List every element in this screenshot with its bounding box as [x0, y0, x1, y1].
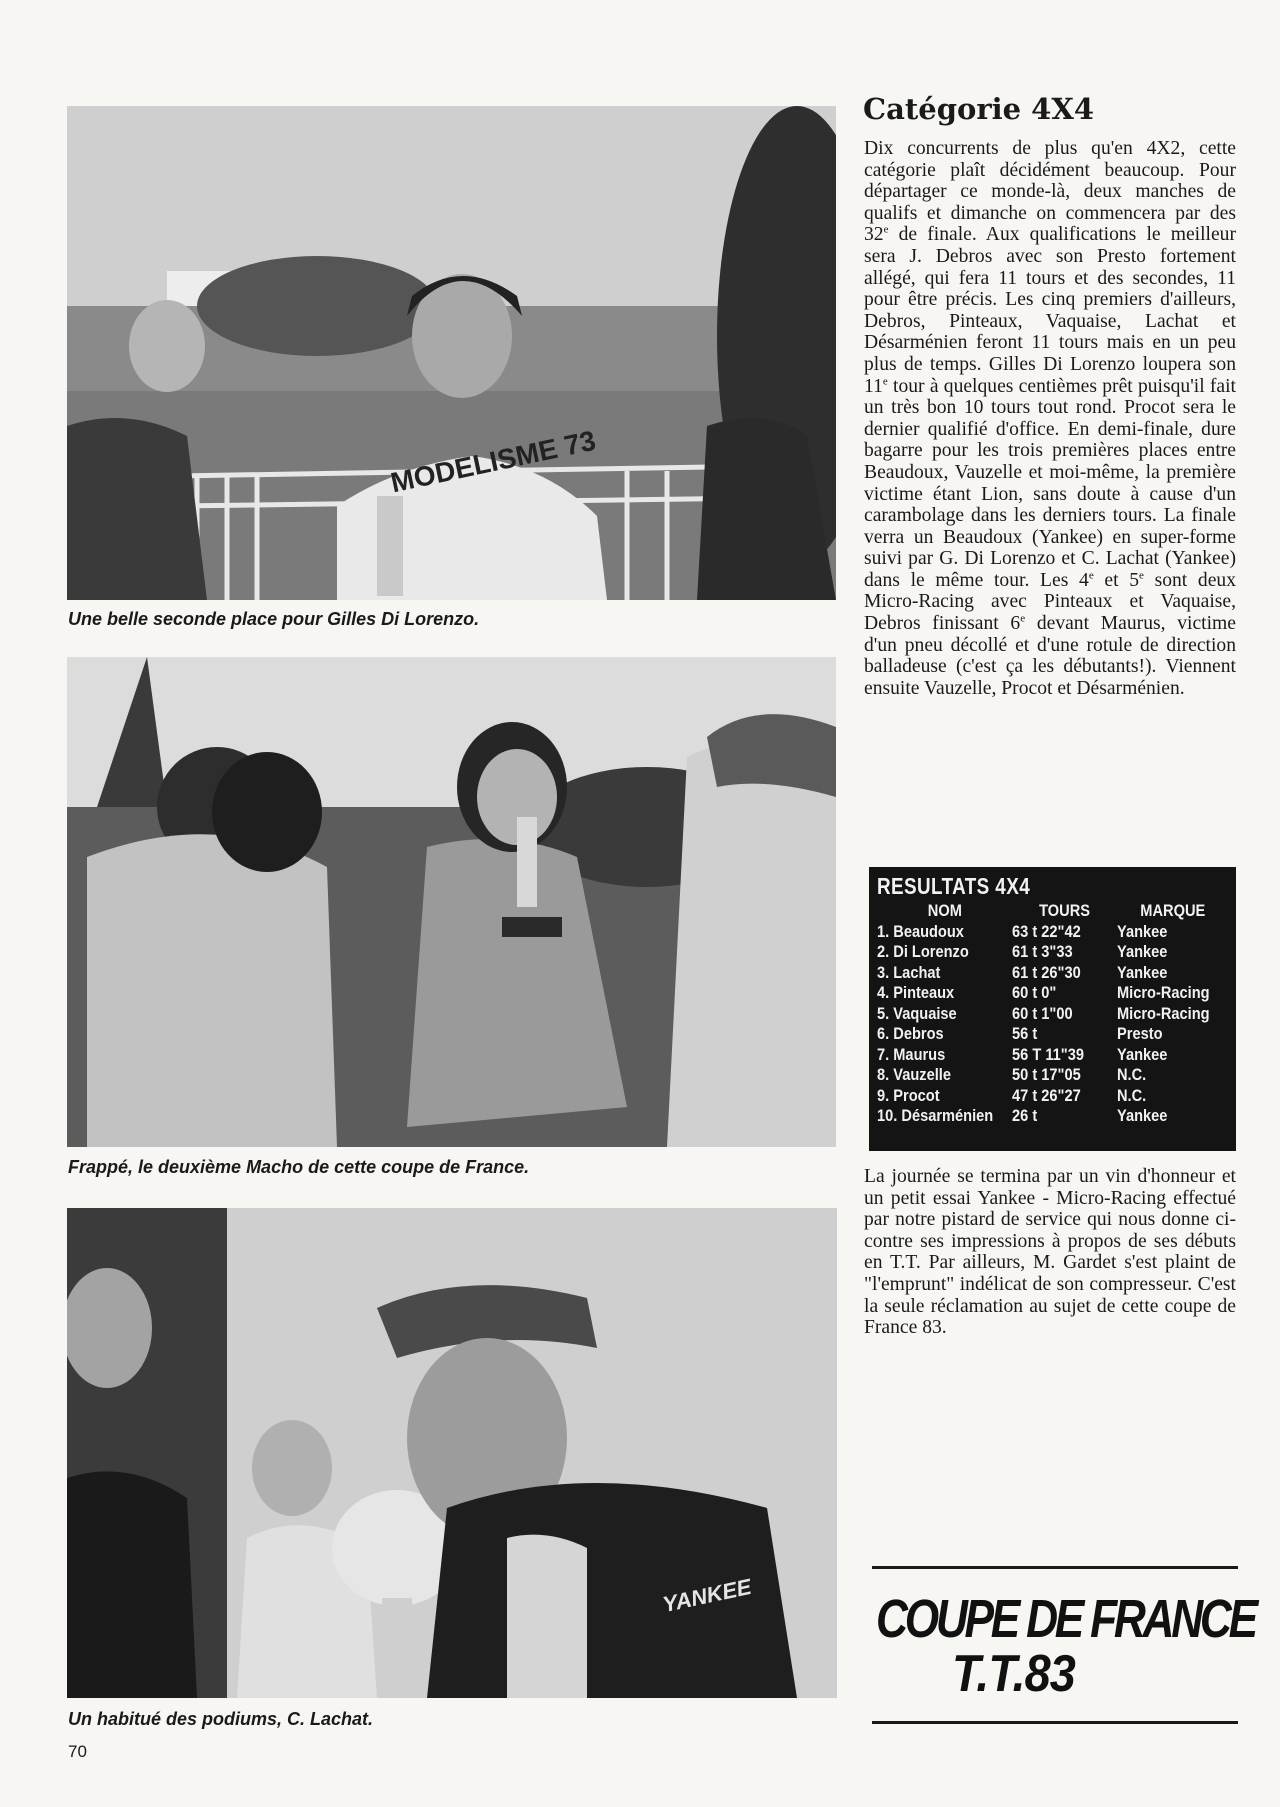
photo-caption: Une belle seconde place pour Gilles Di Lorenzo.	[68, 609, 480, 629]
cell-name: 5. Vaquaise	[877, 1003, 957, 1023]
cell-brand: Yankee	[1116, 1106, 1168, 1125]
cell-name: 3. Lachat	[877, 962, 941, 982]
photo-trophy-second-place	[67, 106, 836, 600]
jacket-lettering: YANKEE	[660, 1573, 754, 1618]
table-row	[877, 1086, 1228, 1107]
section-title: Catégorie 4X4	[863, 92, 1095, 126]
cell-tours: 61 t 26"30	[1012, 962, 1081, 982]
cell-name: 1. Beaudoux	[877, 921, 964, 941]
cell-name: 7. Maurus	[877, 1044, 946, 1064]
table-row	[877, 922, 1228, 943]
cell-tours: 60 t 1"00	[1012, 1003, 1073, 1023]
cell-tours: 56 T 11"39	[1012, 1044, 1085, 1064]
column-header-marque: MARQUE	[1139, 901, 1205, 920]
results-table-box	[869, 867, 1236, 1151]
closing-paragraph: La journée se termina par un vin d'honneur et un petit essai Yankee - Micro-Racing effectué par notre pistard de service qui nous donne ci-contre ses impressions à propos de ses débuts en T.T. Par ailleurs, M. Gardet s'est plaint de "l'emprunt" indélicat de son compresseur. C'est la seule réclamation au sujet de cette coupe de France 83.	[864, 1166, 1236, 1339]
cell-brand: Yankee	[1116, 962, 1168, 982]
cell-brand: Yankee	[1116, 942, 1168, 961]
cell-tours: 56 t	[1012, 1024, 1038, 1043]
cell-tours: 60 t 0"	[1012, 983, 1057, 1002]
cell-name: 4. Pinteaux	[877, 983, 955, 1002]
sweater-lettering: MODELISME 73	[387, 424, 599, 499]
table-row	[877, 942, 1228, 963]
cell-brand: Yankee	[1116, 1044, 1168, 1064]
masthead-bottom-rule	[872, 1721, 1238, 1724]
cell-brand: Yankee	[1116, 921, 1168, 941]
cell-name: 2. Di Lorenzo	[877, 942, 969, 961]
cell-tours: 26 t	[1012, 1106, 1038, 1125]
masthead-top-rule	[872, 1566, 1238, 1569]
table-row	[877, 1024, 1228, 1045]
table-row	[877, 1106, 1228, 1127]
results-title: RESULTATS 4X4	[877, 873, 1031, 899]
cell-brand: N.C.	[1116, 1065, 1147, 1084]
masthead-logo	[872, 1566, 1255, 1726]
photo-caption: Frappé, le deuxième Macho de cette coupe de France.	[68, 1157, 530, 1177]
cell-tours: 63 t 22"42	[1012, 921, 1081, 941]
cell-tours: 61 t 3"33	[1012, 942, 1073, 961]
table-row	[877, 1065, 1228, 1086]
cell-brand: N.C.	[1116, 1085, 1147, 1105]
column-header-nom: NOM	[927, 901, 962, 920]
table-row	[877, 1045, 1228, 1066]
table-header-row	[877, 901, 1228, 922]
article-body: Dix concurrents de plus qu'en 4X2, cette catégorie plaît décidément beaucoup. Pour départager ce monde-là, deux manches de qualifs et dimanche on commencera par des 32e de finale. Aux qualifications le meilleur sera J. Debros avec son Presto fortement allégé, qui fera 11 tours et des secondes, 11 pour être précis. Les cinq premiers d'ailleurs, Debros, Pinteaux, Vaquaise, Lachat et Désarménien feront 11 tours mais en un peu plus de temps. Gilles Di Lorenzo loupera son 11e tour à quelques centièmes prêt puisqu'il fait un très bon 10 tours tout rond. Procot sera le dernier qualifié d'office. En demi-finale, dure bagarre pour les trois premières places entre Beaudoux, Vauzelle et moi-même, la première victime étant Lion, sans doute à cause d'un carambolage dans les derniers tours. La finale verra un Beaudoux (Yankee) en super-forme suivi par G. Di Lorenzo et C. Lachat (Yankee) dans le même tour. Les 4e et 5e sont deux Micro-Racing avec Pinteaux et Vaquaise, Debros finissant 6e devant Maurus, victime d'un pneu décollé et d'une rotule de direction balladeuse (c'est ça les débutants!). Viennent ensuite Vauzelle, Procot et Désarménien.	[864, 138, 1237, 699]
cell-brand: Micro-Racing	[1116, 983, 1210, 1002]
photo-caption: Un habitué des podiums, C. Lachat.	[68, 1709, 374, 1729]
photo-podium-lachat	[67, 1208, 837, 1698]
cell-brand: Micro-Racing	[1116, 1003, 1210, 1023]
cell-name: 8. Vauzelle	[877, 1065, 951, 1084]
cell-tours: 50 t 17"05	[1012, 1065, 1081, 1084]
cell-name: 6. Debros	[877, 1024, 944, 1043]
cell-name: 9. Procot	[877, 1085, 940, 1105]
cell-tours: 47 t 26"27	[1012, 1085, 1081, 1105]
page-number: 70	[68, 1742, 87, 1761]
table-row	[877, 1004, 1228, 1025]
column-header-tours: TOURS	[1039, 901, 1090, 920]
results-table	[877, 901, 1228, 1127]
table-row	[877, 963, 1228, 984]
table-row	[877, 983, 1228, 1004]
masthead-line-2: T.T.83	[952, 1645, 1075, 1703]
cell-name: 10. Désarménien	[877, 1106, 994, 1125]
photo-handshake-ceremony	[67, 657, 836, 1147]
masthead-line-1: COUPE DE FRANCE	[876, 1589, 1255, 1649]
cell-brand: Presto	[1116, 1024, 1163, 1043]
